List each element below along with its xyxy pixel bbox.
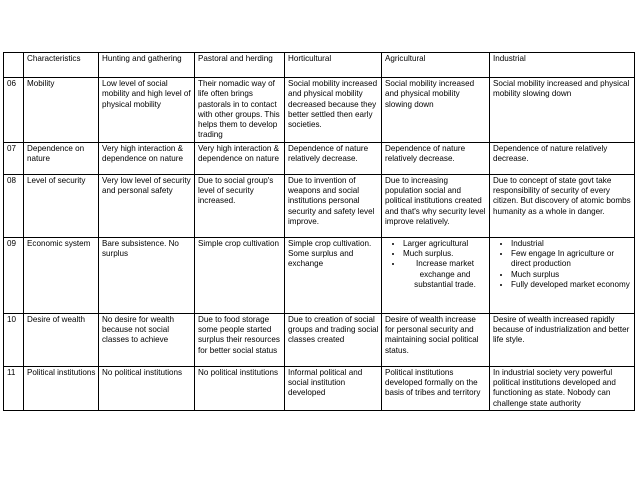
hunting-cell: Bare subsistence. No surplus bbox=[99, 237, 195, 313]
row-number: 08 bbox=[4, 174, 24, 237]
agricultural-bullet-list bbox=[385, 239, 487, 290]
industrial-cell: Social mobility increased and physical mobility slowing down bbox=[490, 78, 635, 143]
table-row bbox=[4, 237, 635, 313]
table-row bbox=[4, 78, 635, 143]
horticultural-cell: Simple crop cultivation. Some surplus and exchange bbox=[285, 237, 382, 313]
list-item: • Increase market exchange and substantial trade. bbox=[403, 259, 487, 290]
table-row bbox=[4, 313, 635, 366]
comparison-table bbox=[3, 52, 635, 411]
pastoral-cell: No political institutions bbox=[195, 366, 285, 410]
list-item: • Industrial bbox=[511, 239, 632, 249]
pastoral-cell: Due to social group's level of security increased. bbox=[195, 174, 285, 237]
pastoral-cell: Their nomadic way of life often brings pastorals in to contact with other groups. This helps them to develop trading bbox=[195, 78, 285, 143]
row-number: 10 bbox=[4, 313, 24, 366]
characteristic-cell: Level of security bbox=[24, 174, 99, 237]
characteristic-cell: Political institutions bbox=[24, 366, 99, 410]
hunting-cell: Very high interaction & dependence on nature bbox=[99, 142, 195, 174]
horticultural-cell: Social mobility increased and physical mobility decreased because they better settled then early societies. bbox=[285, 78, 382, 143]
list-item: • Much surplus bbox=[511, 270, 632, 280]
industrial-cell: Desire of wealth increased rapidly because of industrialization and better life style. bbox=[490, 313, 635, 366]
agricultural-cell: Due to increasing population social and political institutions created and that's why security level improve relatively. bbox=[382, 174, 490, 237]
characteristic-cell: Desire of wealth bbox=[24, 313, 99, 366]
pastoral-cell: Simple crop cultivation bbox=[195, 237, 285, 313]
header-cell-hunting: Hunting and gathering bbox=[99, 53, 195, 78]
industrial-cell: Dependence of nature relatively decrease. bbox=[490, 142, 635, 174]
table-row bbox=[4, 174, 635, 237]
horticultural-cell: Dependence of nature relatively decrease. bbox=[285, 142, 382, 174]
industrial-bullet-list bbox=[493, 239, 632, 290]
hunting-cell: No political institutions bbox=[99, 366, 195, 410]
hunting-cell: Very low level of security and personal safety bbox=[99, 174, 195, 237]
list-item: • Fully developed market economy bbox=[511, 280, 632, 290]
header-cell-pastoral: Pastoral and herding bbox=[195, 53, 285, 78]
list-item: • Larger agricultural bbox=[403, 239, 487, 249]
hunting-cell: No desire for wealth because not social classes to achieve bbox=[99, 313, 195, 366]
header-cell-agricultural: Agricultural bbox=[382, 53, 490, 78]
characteristic-cell: Dependence on nature bbox=[24, 142, 99, 174]
header-row bbox=[4, 53, 635, 78]
list-item: • Much surplus. bbox=[403, 249, 487, 259]
agricultural-cell: Desire of wealth increase for personal security and maintaining social political status. bbox=[382, 313, 490, 366]
pastoral-cell: Due to food storage some people started surplus their resources for better social status bbox=[195, 313, 285, 366]
header-cell-characteristics: Characteristics bbox=[24, 53, 99, 78]
table-row bbox=[4, 366, 635, 410]
agricultural-cell: Social mobility increased and physical mobility slowing down bbox=[382, 78, 490, 143]
hunting-cell: Low level of social mobility and high level of physical mobility bbox=[99, 78, 195, 143]
row-number: 06 bbox=[4, 78, 24, 143]
list-item: • Few engage In agriculture or direct production bbox=[511, 249, 632, 270]
horticultural-cell: Informal political and social institution developed bbox=[285, 366, 382, 410]
agricultural-cell bbox=[382, 237, 490, 313]
row-number: 09 bbox=[4, 237, 24, 313]
horticultural-cell: Due to creation of social groups and trading social classes created bbox=[285, 313, 382, 366]
characteristic-cell: Economic system bbox=[24, 237, 99, 313]
table-row bbox=[4, 142, 635, 174]
agricultural-cell: Dependence of nature relatively decrease. bbox=[382, 142, 490, 174]
header-cell-num bbox=[4, 53, 24, 78]
header-cell-horticultural: Horticultural bbox=[285, 53, 382, 78]
characteristic-cell: Mobility bbox=[24, 78, 99, 143]
row-number: 11 bbox=[4, 366, 24, 410]
horticultural-cell: Due to invention of weapons and social institutions personal security and safety level improve. bbox=[285, 174, 382, 237]
header-cell-industrial: Industrial bbox=[490, 53, 635, 78]
row-number: 07 bbox=[4, 142, 24, 174]
industrial-cell bbox=[490, 237, 635, 313]
pastoral-cell: Very high interaction & dependence on nature bbox=[195, 142, 285, 174]
industrial-cell: In industrial society very powerful political institutions developed and functioning as state. Nobody can challenge state authority bbox=[490, 366, 635, 410]
industrial-cell: Due to concept of state govt take responsibility of security of every citizen. But discovery of atomic bombs humanity as a whole in danger. bbox=[490, 174, 635, 237]
agricultural-cell: Political institutions developed formally on the basis of tribes and territory bbox=[382, 366, 490, 410]
